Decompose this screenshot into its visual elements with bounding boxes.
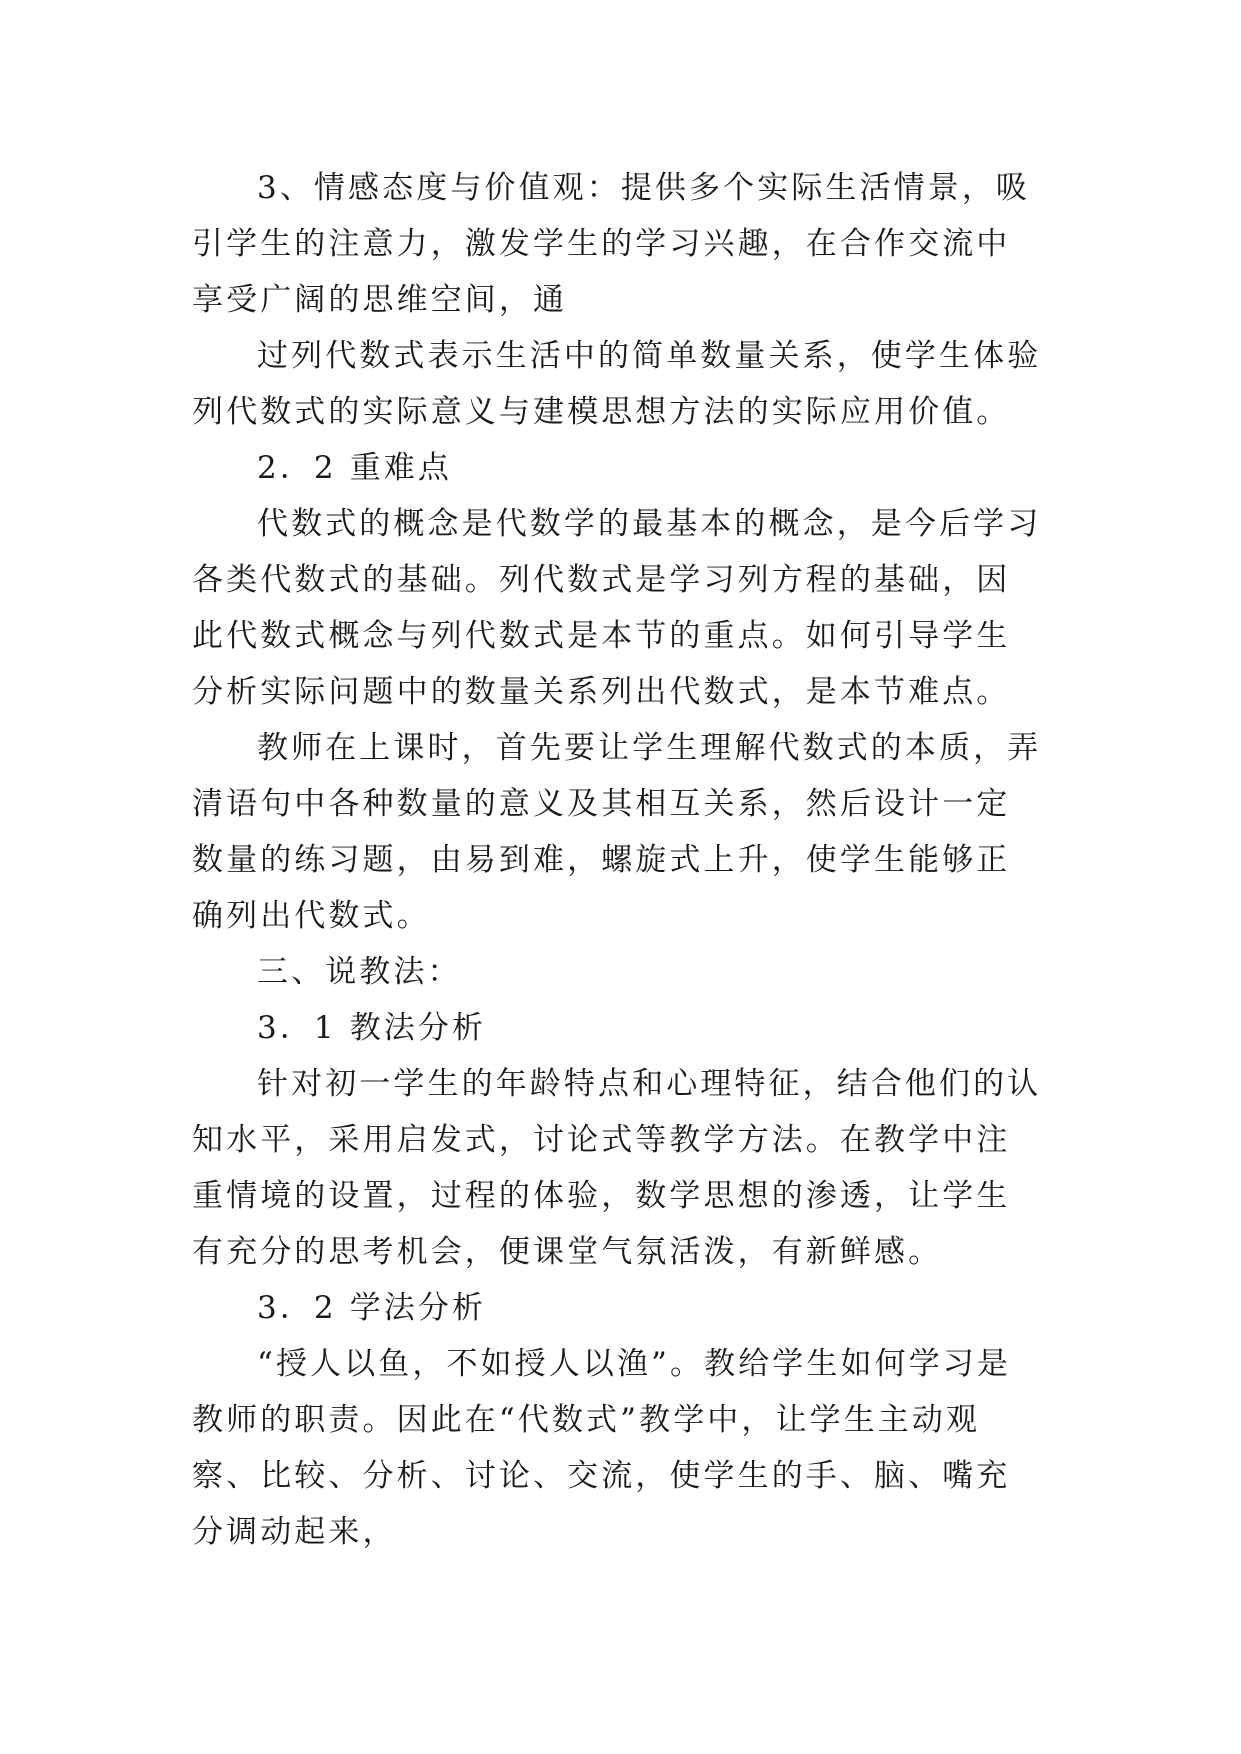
heading-learning-analysis: 3．2 学法分析 [257, 1290, 487, 1326]
heading-key-difficulties: 2．2 重难点 [257, 450, 452, 486]
paragraph-learning-analysis: “授人以鱼，不如授人以渔”。教给学生如何学习是教师的职责。因此在“代数式”教学中，让学生主动观察、比较、分析、讨论、交流，使学生的手、脑、嘴充分调动起来， [192, 1346, 1011, 1550]
paragraph-teacher-approach: 教师在上课时，首先要让学生理解代数式的本质，弄清语句中各种数量的意义及其相互关系，然后设计一定数量的练习题，由易到难，螺旋式上升，使学生能够正确列出代数式。 [192, 730, 1042, 934]
heading-teaching-methods: 三、说教法： [257, 954, 462, 990]
paragraph-concept-importance: 代数式的概念是代数学的最基本的概念，是今后学习各类代数式的基础。列代数式是学习列方程的基础，因此代数式概念与列代数式是本节的重点。如何引导学生分析实际问题中的数量关系列出代数式，是本节难点。 [192, 506, 1042, 710]
paragraph-emotion-attitude: 3、情感态度与价值观：提供多个实际生活情景，吸引学生的注意力，激发学生的学习兴趣，在合作交流中享受广阔的思维空间，通 [192, 170, 1031, 318]
paragraph-teaching-analysis: 针对初一学生的年龄特点和心理特征，结合他们的认知水平，采用启发式，讨论式等教学方法。在教学中注重情境的设置，过程的体验，数学思想的渗透，让学生有充分的思考机会，便课堂气氛活泼，有新鲜感。 [192, 1066, 1042, 1270]
paragraph-algebraic-modeling: 过列代数式表示生活中的简单数量关系，使学生体验列代数式的实际意义与建模思想方法的实际应用价值。 [192, 338, 1042, 430]
document-page [192, 160, 1042, 1560]
heading-teaching-analysis: 3．1 教法分析 [257, 1010, 487, 1046]
